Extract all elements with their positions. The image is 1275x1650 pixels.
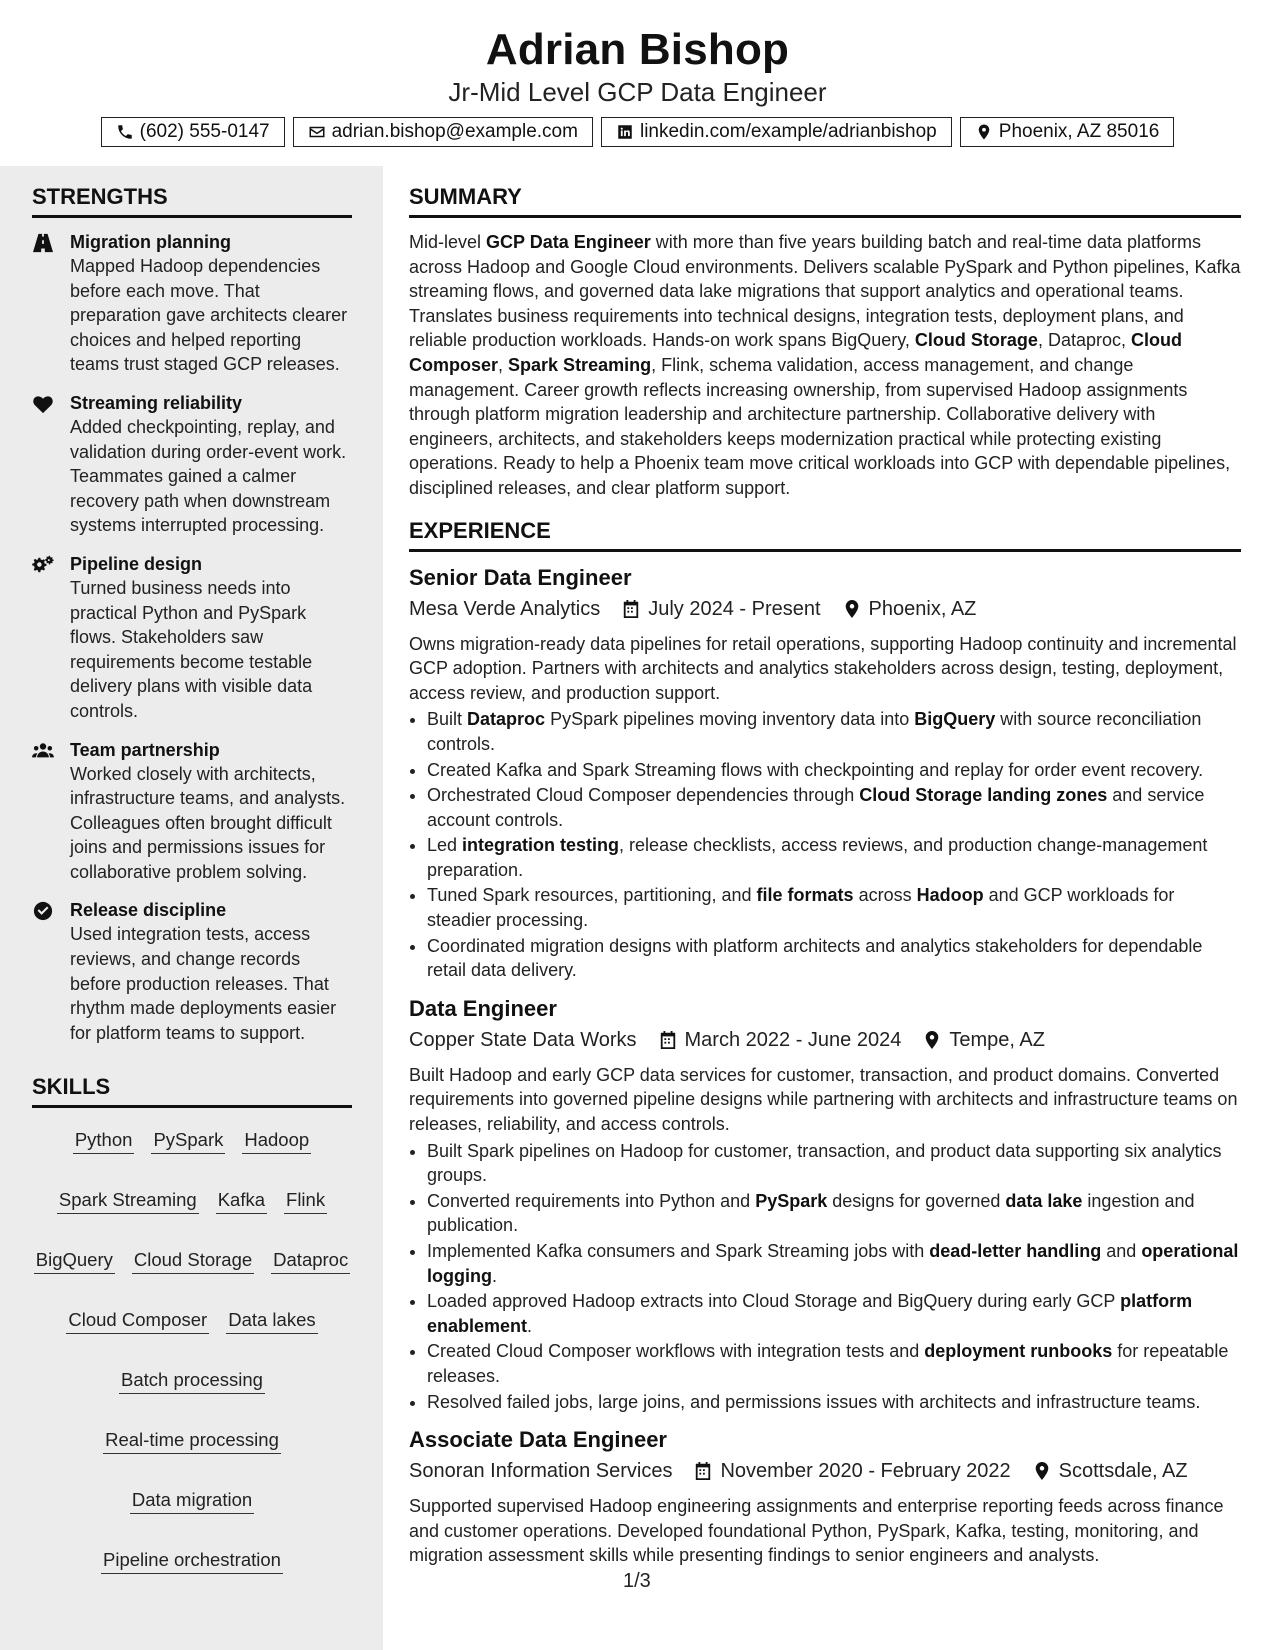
envelope-icon xyxy=(308,123,326,141)
list-item: • Tuned Spark resources, partitioning, and file formats across Hadoop and GCP workloads for steadier processing. xyxy=(427,883,1241,932)
company-name: Mesa Verde Analytics xyxy=(409,597,601,620)
skill-tag: Hadoop xyxy=(242,1128,311,1154)
main-content xyxy=(409,166,1241,1650)
skill-tag: Kafka xyxy=(216,1188,267,1214)
road-icon xyxy=(32,233,54,253)
job-description: Built Hadoop and early GCP data services for customer, transaction, and product domains. Converted requirements into governed pipeline designs while partnering with architects and infrastructure teams on releases, reliability, and access controls. xyxy=(409,1064,1238,1135)
strength-item xyxy=(32,391,352,538)
skill-tag: Cloud Composer xyxy=(66,1308,209,1334)
candidate-name: Adrian Bishop xyxy=(485,25,790,74)
phone-text: (602) 555-0147 xyxy=(139,121,270,142)
linkedin-text: linkedin.com/example/adrianbishop xyxy=(639,121,937,142)
list-item: • Orchestrated Cloud Composer dependencies through Cloud Storage landing zones and service account controls. xyxy=(427,783,1241,832)
users-icon xyxy=(32,741,54,761)
strength-item xyxy=(32,552,352,724)
job-meta xyxy=(409,1025,1241,1055)
strength-title: Pipeline design xyxy=(70,553,203,574)
location-text: Phoenix, AZ 85016 xyxy=(998,121,1160,142)
check-circle-icon xyxy=(32,901,54,921)
resume-header xyxy=(0,0,1275,142)
job-title: Associate Data Engineer xyxy=(409,1427,667,1453)
list-item: • Coordinated migration designs with platform architects and analytics stakeholders for dependable retail data delivery. xyxy=(427,934,1241,983)
skill-tag: Cloud Storage xyxy=(132,1248,254,1274)
job-bullets xyxy=(409,1139,1241,1415)
job-location: Phoenix, AZ xyxy=(868,597,977,620)
experience-heading: EXPERIENCE xyxy=(409,517,1241,552)
phone-icon xyxy=(116,123,134,141)
strength-title: Release discipline xyxy=(70,900,227,921)
strength-desc: Added checkpointing, replay, and validation during order-event work. Teammates gained a calmer recovery path when downstream systems interrupted processing. xyxy=(70,416,347,536)
summary-heading: SUMMARY xyxy=(409,183,1241,218)
list-item: • Converted requirements into Python and PySpark designs for governed data lake ingestion and publication. xyxy=(427,1189,1241,1238)
strength-desc: Mapped Hadoop dependencies before each move. That preparation gave architects clearer choices and helped reporting teams trust staged GCP releases. xyxy=(70,256,348,375)
skill-tag: Python xyxy=(73,1128,135,1154)
list-item: • Loaded approved Hadoop extracts into Cloud Storage and BigQuery during early GCP platform enablement. xyxy=(427,1289,1241,1338)
linkedin-icon xyxy=(616,123,634,141)
list-item: • Created Cloud Composer workflows with integration tests and deployment runbooks for repeatable releases. xyxy=(427,1339,1241,1388)
job-description: Supported supervised Hadoop engineering assignments and enterprise reporting feeds across finance and customer operations. Developed foundational Python, PySpark, Kafka, testing, monitoring, and migration assessment skills while presenting findings to senior engineers and analysts. xyxy=(409,1496,1224,1566)
skill-tag: Data lakes xyxy=(226,1308,317,1334)
job-meta xyxy=(409,594,1241,624)
strengths-heading: STRENGTHS xyxy=(32,183,352,218)
candidate-role: Jr-Mid Level GCP Data Engineer xyxy=(448,77,827,107)
map-pin-icon xyxy=(975,123,993,141)
job-entry xyxy=(409,1426,1241,1568)
strength-title: Migration planning xyxy=(70,232,231,252)
strength-desc: Turned business needs into practical Python and PySpark flows. Stakeholders saw requirements become testable delivery plans with visible data controls. xyxy=(70,577,313,721)
skill-tag: Dataproc xyxy=(271,1248,350,1274)
skill-tag: Batch processing xyxy=(119,1368,265,1394)
skill-tag: Pipeline orchestration xyxy=(101,1548,283,1574)
skills-list xyxy=(32,1128,352,1574)
page-number: 1/3 xyxy=(623,1570,651,1592)
skill-tag: Flink xyxy=(284,1188,327,1214)
company-name: Sonoran Information Services xyxy=(409,1460,673,1483)
summary-text: Mid-level GCP Data Engineer with more than five years building batch and real-time data platforms across Hadoop and Google Cloud environments. Delivers scalable PySpark and Python pipelines, Kafka streaming flows, and governed data lake migrations that support analytics and operational teams. Translates business requirements into technical designs, integration tests, deployment plans, and reliable production workloads. Hands-on work spans BigQuery, Cloud Storage, Dataproc, Cloud Composer, Spark Streaming, Flink, schema validation, access management, and change management. Career growth reflects increasing ownership, from supervised Hadoop assignments through platform migration leadership and architecture partnership. Collaborative delivery with engineers, architects, and stakeholders keeps modernization practical while protecting existing operations. Ready to help a Phoenix team move critical workloads into GCP with dependable pipelines, disciplined releases, and clear platform support. xyxy=(409,232,1241,498)
calendar-icon xyxy=(622,599,640,619)
skill-tag: Real-time processing xyxy=(103,1428,281,1454)
map-pin-icon xyxy=(843,599,861,619)
strength-desc: Used integration tests, access reviews, and change records before production releases. That rhythm made deployments easier for platform teams to support. xyxy=(70,924,337,1043)
list-item: • Led integration testing, release checklists, access reviews, and production change-management preparation. xyxy=(427,833,1241,882)
strength-item xyxy=(32,230,352,377)
job-bullets xyxy=(409,707,1241,983)
job-dates: July 2024 - Present xyxy=(648,597,821,620)
job-title: Data Engineer xyxy=(409,995,557,1021)
job-description: Owns migration-ready data pipelines for retail operations, supporting Hadoop continuity and incremental GCP adoption. Partners with architects and analytics stakeholders across design, testing, deployment, access review, and production support. xyxy=(409,633,1237,703)
strength-title: Streaming reliability xyxy=(70,392,243,413)
skill-tag: Spark Streaming xyxy=(57,1188,199,1214)
strength-title: Team partnership xyxy=(70,739,220,760)
list-item: • Implemented Kafka consumers and Spark Streaming jobs with dead-letter handling and operational logging. xyxy=(427,1239,1241,1288)
heart-icon xyxy=(32,394,54,414)
contact-phone xyxy=(101,117,285,147)
sidebar xyxy=(0,166,383,1650)
list-item: • Resolved failed jobs, large joins, and permissions issues with architects and infrastructure teams. xyxy=(427,1390,1241,1415)
map-pin-icon xyxy=(1033,1461,1051,1481)
job-dates: November 2020 - February 2022 xyxy=(720,1460,1011,1483)
email-text: adrian.bishop@example.com xyxy=(331,121,578,142)
contact-location xyxy=(960,117,1175,147)
strength-item xyxy=(32,898,352,1045)
contact-linkedin[interactable] xyxy=(601,117,952,147)
job-location: Scottsdale, AZ xyxy=(1058,1460,1188,1483)
calendar-icon xyxy=(694,1461,712,1481)
job-dates: March 2022 - June 2024 xyxy=(684,1028,902,1051)
contact-bar xyxy=(0,117,1275,147)
job-entry xyxy=(409,995,1241,1414)
job-location: Tempe, AZ xyxy=(949,1028,1045,1051)
strength-desc: Worked closely with architects, infrastructure teams, and analysts. Colleagues often brought difficult joins and permissions issues for collaborative problem solving. xyxy=(70,763,346,882)
skill-tag: Data migration xyxy=(130,1488,254,1514)
strength-item xyxy=(32,738,352,885)
job-entry xyxy=(409,564,1241,983)
skills-heading: SKILLS xyxy=(32,1073,352,1108)
company-name: Copper State Data Works xyxy=(409,1028,637,1051)
list-item: • Built Dataproc PySpark pipelines moving inventory data into BigQuery with source reconciliation controls. xyxy=(427,707,1241,756)
list-item: • Created Kafka and Spark Streaming flows with checkpointing and replay for order event recovery. xyxy=(427,758,1241,783)
calendar-icon xyxy=(659,1030,677,1050)
job-title: Senior Data Engineer xyxy=(409,564,632,590)
map-pin-icon xyxy=(923,1030,941,1050)
contact-email[interactable] xyxy=(293,117,593,147)
skill-tag: BigQuery xyxy=(34,1248,115,1274)
list-item: • Built Spark pipelines on Hadoop for customer, transaction, and product data supporting six analytics groups. xyxy=(427,1139,1241,1188)
skill-tag: PySpark xyxy=(151,1128,225,1154)
gears-icon xyxy=(32,555,54,575)
job-meta xyxy=(409,1456,1241,1486)
